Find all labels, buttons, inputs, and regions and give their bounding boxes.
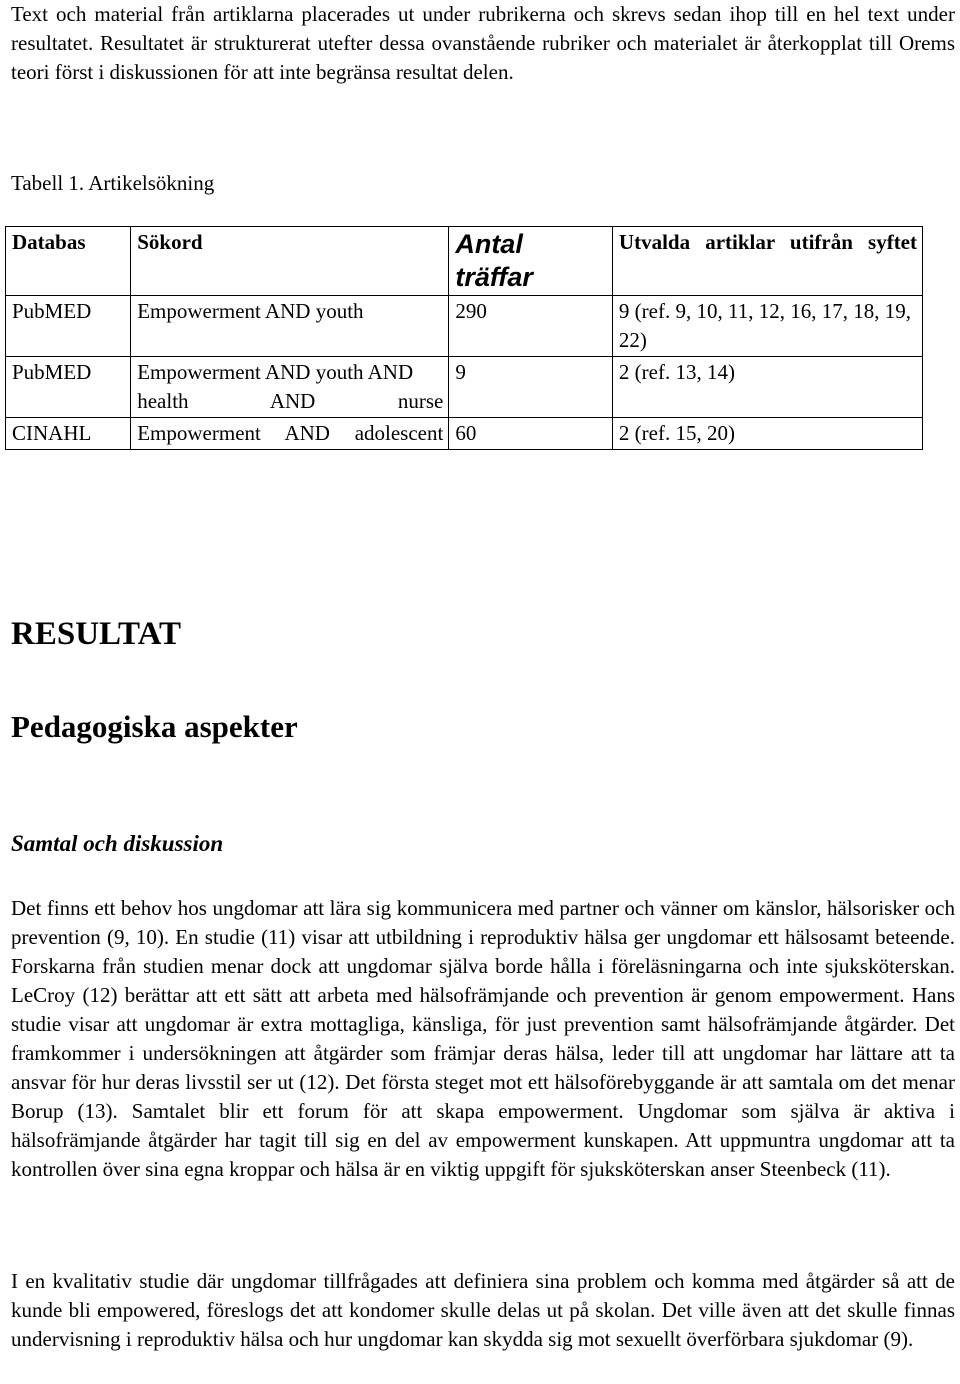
subsection-heading: Pedagogiska aspekter: [11, 709, 298, 744]
header-selected: Utvalda artiklar utifrån syftet: [612, 227, 922, 296]
cell-hits: 60: [449, 418, 613, 450]
table-header-row: [6, 227, 923, 296]
cell-database: CINAHL: [6, 418, 131, 450]
cell-hits: 290: [449, 296, 613, 357]
cell-hits: 9: [449, 357, 613, 418]
section-heading: RESULTAT: [11, 616, 181, 652]
article-search-table: [5, 226, 923, 450]
cell-keywords: Empowerment AND adolescent: [131, 418, 449, 450]
cell-keywords: Empowerment AND youth AND health AND nurse: [131, 357, 449, 418]
cell-keywords: Empowerment AND youth: [131, 296, 449, 357]
cell-selected: 2 (ref. 15, 20): [612, 418, 922, 450]
cell-selected: 9 (ref. 9, 10, 11, 12, 16, 17, 18, 19, 22): [612, 296, 922, 357]
header-database: Databas: [6, 227, 131, 296]
table-caption: Tabell 1. Artikelsökning: [11, 171, 215, 195]
cell-database: PubMED: [6, 296, 131, 357]
subsubsection-heading: Samtal och diskussion: [11, 831, 224, 856]
body-paragraph: I en kvalitativ studie där ungdomar tillfrågades att definiera sina problem och komma med åtgärder så att de kunde bli empowered, föreslogs det att kondomer skulle delas ut på skolan. Det ville även att det skulle finnas undervisning i reproduktiv hälsa och hur ungdomar kan skydda sig mot sexuellt överförbara sjukdomar (9).: [11, 1269, 955, 1351]
intro-paragraph: Text och material från artiklarna placerades ut under rubrikerna och skrevs sedan ihop till en hel text under resultatet. Resultatet är strukturerat utefter dessa ovanstående rubriker och materialet är återkopplat till Orems teori först i diskussionen för att inte begränsa resultat delen.: [11, 2, 955, 84]
body-paragraph: Det finns ett behov hos ungdomar att lära sig kommunicera med partner och vänner om känslor, hälsorisker och prevention (9, 10). En studie (11) visar att utbildning i reproduktiv hälsa ger ungdomar ett hälsosamt beteende. Forskarna från studien menar dock att ungdomar själva borde hålla i föreläsningarna och inte sjuksköterskan. LeCroy (12) berättar att ett sätt att arbeta med hälsofrämjande och prevention är genom empowerment. Hans studie visar att ungdomar är extra mottagliga, känsliga, för just prevention samt hälsofrämjande åtgärder. Det framkommer i undersökningen att åtgärder som främjar deras hälsa, leder till att ungdomar har lättare att ta ansvar för hur deras livsstil ser ut (12). Det första steget mot ett hälsoförebyggande är att samtala om det menar Borup (13). Samtalet blir ett forum för att skapa empowerment. Ungdomar som själva är aktiva i hälsofrämjande åtgärder har tagit till sig en del av empowerment kunskapen. Att uppmuntra ungdomar att ta kontrollen över sina egna kroppar och hälsa är en viktig uppgift för sjuksköterskan anser Steenbeck (11).: [11, 896, 955, 1181]
table-row: [6, 418, 923, 450]
table-row: [6, 357, 923, 418]
table-row: [6, 296, 923, 357]
cell-selected: 2 (ref. 13, 14): [612, 357, 922, 418]
cell-database: PubMED: [6, 357, 131, 418]
header-keywords: Sökord: [131, 227, 449, 296]
header-hits: Antal träffar: [449, 227, 613, 296]
